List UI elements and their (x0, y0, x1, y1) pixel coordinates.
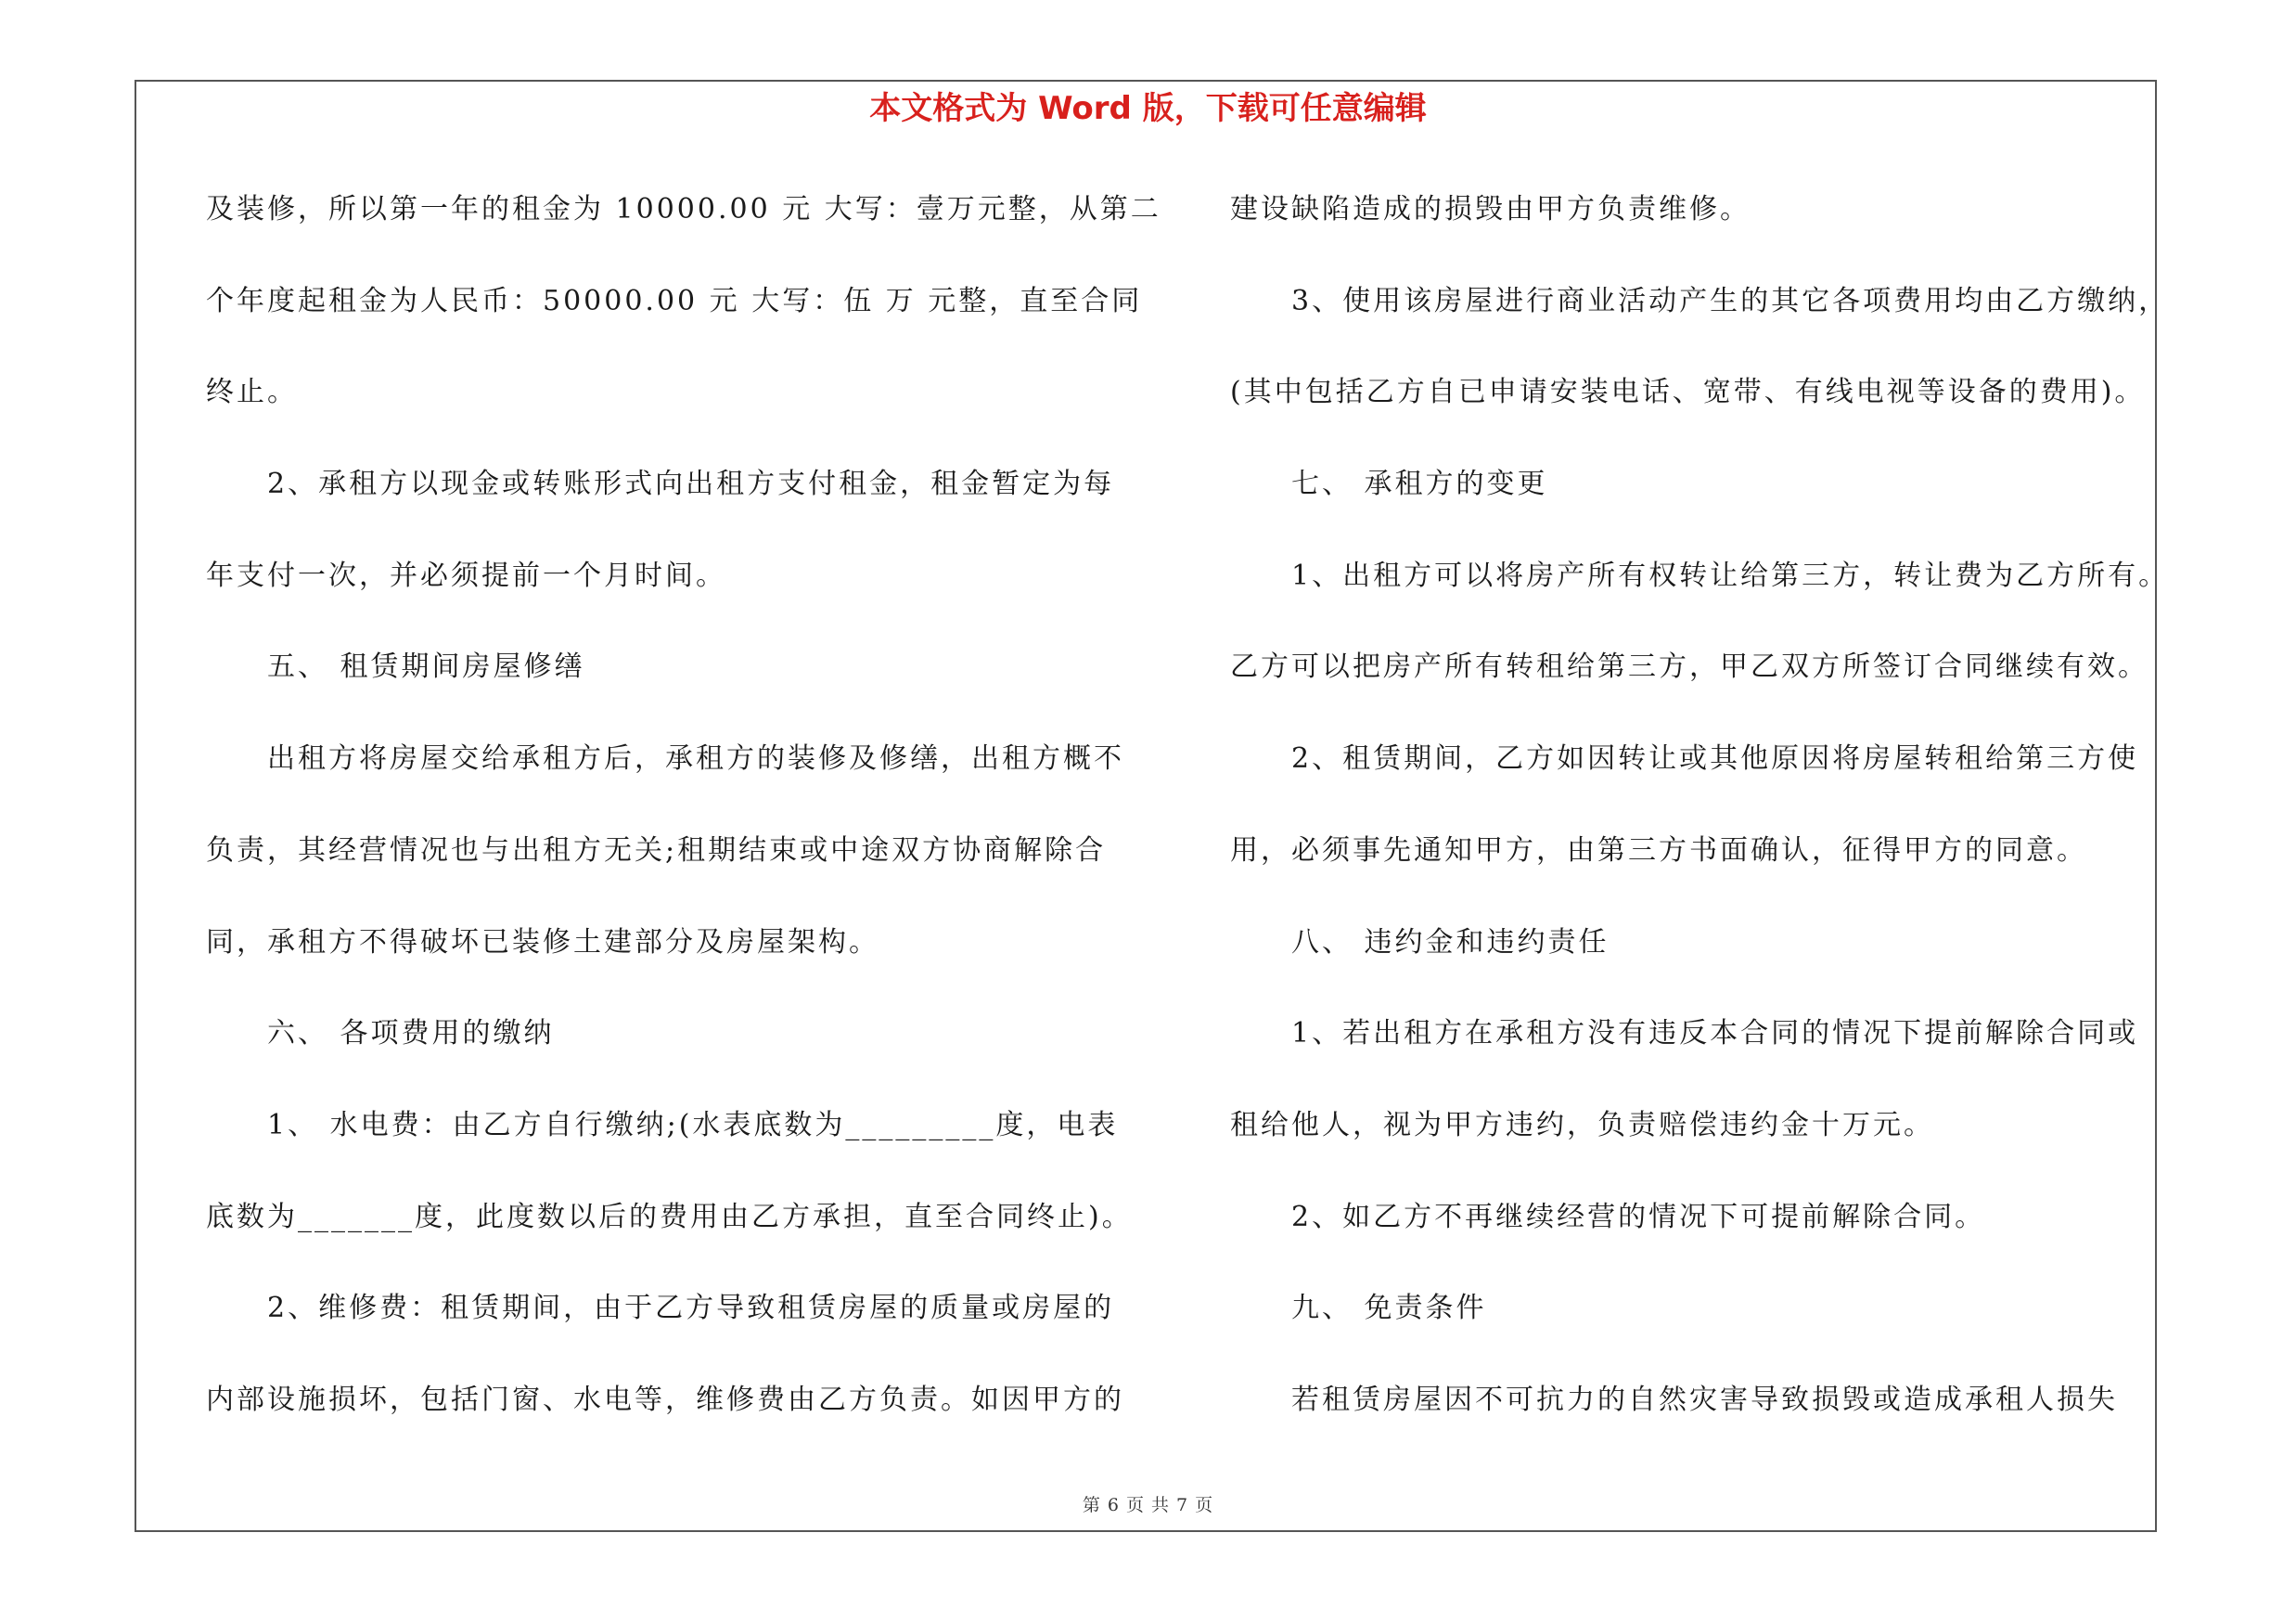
paragraph-line: 若租赁房屋因不可抗力的自然灾害导致损毁或造成承租人损失 (1291, 1383, 2118, 1416)
paragraph-line: 终止。 (206, 376, 298, 409)
paragraph-line: 年支付一次，并必须提前一个月时间。 (206, 559, 726, 592)
section-heading: 八、 违约金和违约责任 (1291, 925, 1610, 959)
section-heading: 六、 各项费用的缴纳 (267, 1017, 555, 1050)
paragraph-line: 1、出租方可以将房产所有权转让给第三方，转让费为乙方所有。 (1291, 559, 2170, 592)
paragraph-line: 底数为_______度，此度数以后的费用由乙方承担，直至合同终止)。 (206, 1200, 1133, 1233)
paragraph-line: 负责，其经营情况也与出租方无关;租期结束或中途双方协商解除合 (206, 833, 1107, 867)
paragraph-line: 建设缺陷造成的损毁由甲方负责维修。 (1230, 193, 1751, 225)
paragraph-line: 出租方将房屋交给承租方后，承租方的装修及修缮，出租方概不 (267, 742, 1124, 776)
paragraph-line: 内部设施损坏，包括门窗、水电等，维修费由乙方负责。如因甲方的 (206, 1383, 1124, 1416)
right-column (1230, 182, 2172, 1464)
paragraph-line: 及装修，所以第一年的租金为 10000.00 元 大写：壹万元整，从第二 (206, 193, 1161, 225)
word-format-notice: 本文格式为 Word 版，下载可任意编辑 (869, 90, 1427, 127)
paragraph-line: 个年度起租金为人民币：50000.00 元 大写：伍 万 元整，直至合同 (206, 284, 1143, 317)
left-column (206, 182, 1161, 1464)
section-heading: 七、 承租方的变更 (1291, 468, 1548, 501)
paragraph-line: 租给他人，视为甲方违约，负责赔偿违约金十万元。 (1230, 1108, 1934, 1141)
paragraph-line: 1、若出租方在承租方没有违反本合同的情况下提前解除合同或 (1291, 1017, 2139, 1050)
paragraph-line: 2、租赁期间，乙方如因转让或其他原因将房屋转租给第三方使 (1291, 742, 2139, 776)
paragraph-line: 2、维修费：租赁期间，由于乙方导致租赁房屋的质量或房屋的 (267, 1292, 1115, 1325)
paragraph-line: 同，承租方不得破坏已装修土建部分及房屋架构。 (206, 925, 879, 959)
paragraph-line: 用，必须事先通知甲方，由第三方书面确认，征得甲方的同意。 (1230, 833, 2087, 867)
paragraph-line: (其中包括乙方自已申请安装电话、宽带、有线电视等设备的费用)。 (1230, 376, 2146, 409)
page-number: 第 6 页 共 7 页 (1082, 1495, 1214, 1515)
section-heading: 五、 租赁期间房屋修缮 (267, 650, 585, 684)
paragraph-line: 2、如乙方不再继续经营的情况下可提前解除合同。 (1291, 1200, 1986, 1233)
paragraph-line: 3、使用该房屋进行商业活动产生的其它各项费用均由乙方缴纳， (1291, 284, 2170, 317)
paragraph-line: 乙方可以把房产所有转租给第三方，甲乙双方所签订合同继续有效。 (1230, 650, 2148, 684)
paragraph-line: 2、承租方以现金或转账形式向出租方支付租金，租金暂定为每 (267, 468, 1115, 501)
paragraph-line: 1、 水电费：由乙方自行缴纳;(水表底数为_________度，电表 (267, 1108, 1119, 1141)
section-heading: 九、 免责条件 (1291, 1292, 1487, 1325)
